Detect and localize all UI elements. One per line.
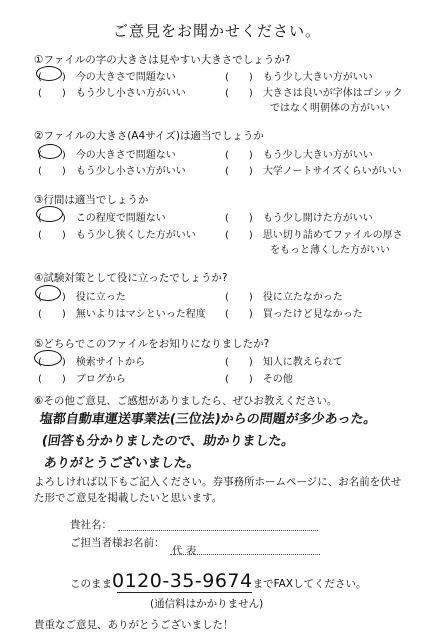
q1-option-3[interactable]: ( ) もう少し小さい方がいい — [38, 88, 186, 99]
q3-option-4-line2: をもっと薄くした方がいい — [270, 245, 390, 256]
q5-option-2-label: 知人に教えられて — [262, 357, 343, 368]
person-label: ご担当者様お名前： — [70, 537, 165, 549]
handwritten-comment-line-3: ありがとうございました。 — [42, 456, 201, 471]
q1-option-1[interactable]: ( ) 今の大きさで問題ない — [38, 72, 176, 83]
q5-option-1-label: 検索サイトから — [75, 357, 146, 368]
handwritten-comment-line-2: (回答も分かりましたので、助かりました。 — [40, 434, 296, 449]
fax-note: (通信料はかかりません) — [150, 598, 264, 610]
q1-option-2-label: もう少し大きい方がいい — [262, 72, 373, 83]
person-field-line[interactable] — [170, 554, 320, 555]
q3-option-3-label: もう少し狭くした方がいい — [75, 230, 196, 241]
q1-option-2[interactable]: ( ) もう少し大きい方がいい — [225, 72, 373, 83]
q5-option-4[interactable]: ( ) その他 — [225, 374, 293, 385]
q2-option-1-label: 今の大きさで問題ない — [75, 150, 176, 161]
q1-option-4-line2: ではなく明朝体の方がいい — [270, 103, 390, 114]
q1-option-4-label: 大きさは良いが字体はゴシック — [262, 88, 403, 99]
q3-option-1-label: この程度で問題ない — [75, 213, 166, 224]
q3-option-2-label: もう少し開けた方がいい — [262, 213, 373, 224]
q2-option-1[interactable]: ( ) 今の大きさで問題ない — [38, 150, 176, 161]
closing-text-line-2: た形でご意見を掲載したいと思います。 — [34, 492, 223, 504]
person-value: 代 表 — [172, 545, 197, 557]
q3-option-4[interactable]: ( ) 思い切り詰めてファイルの厚さ — [225, 230, 403, 241]
q5-option-4-label: その他 — [262, 374, 293, 385]
q2-option-4[interactable]: ( ) 大学ノートサイズくらいがいい — [225, 166, 402, 177]
q2-option-4-label: 大学ノートサイズくらいがいい — [262, 166, 402, 177]
q2-option-2-label: もう少し大きい方がいい — [262, 150, 373, 161]
q3-option-3[interactable]: ( ) もう少し狭くした方がいい — [38, 230, 196, 241]
q1-option-1-label: 今の大きさで問題ない — [75, 72, 176, 83]
question-3: ③行間は適当でしょうか — [34, 194, 149, 206]
q4-answer-circle — [35, 285, 61, 301]
q4-option-3-label: 無いよりはマシといった程度 — [75, 309, 206, 320]
question-5: ⑤どちらでこのファイルをお知りになりましたか? — [34, 338, 270, 350]
q3-option-1[interactable]: ( ) この程度で問題ない — [38, 213, 166, 224]
company-label: 貴社名： — [70, 519, 112, 531]
closing-text-line-1: よろしければ以下もご記入ください。券事務所ホームページに、お名前を伏せ — [34, 476, 402, 488]
q4-option-4-label: 買ったけど見なかった — [262, 309, 363, 320]
q2-option-3-label: もう少し小さい方がいい — [75, 166, 186, 177]
q2-option-2[interactable]: ( ) もう少し大きい方がいい — [225, 150, 373, 161]
q5-answer-circle — [34, 350, 62, 366]
q3-option-4-label: 思い切り詰めてファイルの厚さ — [262, 230, 403, 241]
handwritten-comment-line-1: 塩都自動車運送事業法(三位法)からの問題が多少あった。 — [38, 412, 378, 427]
q4-option-2[interactable]: ( ) 役に立たなかった — [225, 292, 343, 303]
question-1: ①ファイルの字の大きさは見やすい大きさでしょうか? — [34, 54, 291, 66]
q5-option-3[interactable]: ( ) ブログから — [38, 374, 126, 385]
q4-option-1[interactable]: ( ) 役に立った — [38, 292, 126, 303]
q1-option-4[interactable]: ( ) 大きさは良いが字体はゴシック — [225, 88, 403, 99]
page-title: ご意見をお聞かせください。 — [112, 22, 321, 40]
q2-answer-circle — [38, 144, 62, 159]
company-field-line[interactable] — [118, 530, 318, 531]
fax-prefix: このまま — [70, 578, 112, 590]
q5-option-3-label: ブログから — [75, 374, 126, 385]
q5-option-2[interactable]: ( ) 知人に教えられて — [225, 357, 343, 368]
q4-option-4[interactable]: ( ) 買ったけど見なかった — [225, 309, 363, 320]
fax-underline — [117, 592, 252, 593]
fax-suffix: までFAXしてください。 — [252, 578, 367, 590]
thanks-text: 貴重なご意見、ありがとうございました！ — [34, 619, 234, 631]
q4-option-1-label: 役に立った — [75, 292, 126, 303]
q3-option-2[interactable]: ( ) もう少し開けた方がいい — [225, 213, 373, 224]
q4-option-2-label: 役に立たなかった — [262, 292, 343, 303]
q5-option-1[interactable]: ( ) 検索サイトから — [38, 357, 146, 368]
question-6: ⑥その他ご意見、ご感想がありましたら、ぜひお教えください。 — [34, 395, 338, 407]
fax-number: 0120-35-9674 — [112, 570, 253, 592]
q2-option-3[interactable]: ( ) もう少し小さい方がいい — [38, 166, 186, 177]
q4-option-3[interactable]: ( ) 無いよりはマシといった程度 — [38, 309, 206, 320]
q1-option-3-label: もう少し小さい方がいい — [75, 88, 186, 99]
q1-answer-circle — [36, 66, 62, 81]
q3-answer-circle — [36, 206, 63, 222]
question-2: ②ファイルの大きさ(A4サイズ)は適当でしょうか — [34, 130, 264, 142]
fax-line — [70, 570, 367, 592]
question-4: ④試験対策として役に立ったでしょうか? — [34, 272, 228, 284]
